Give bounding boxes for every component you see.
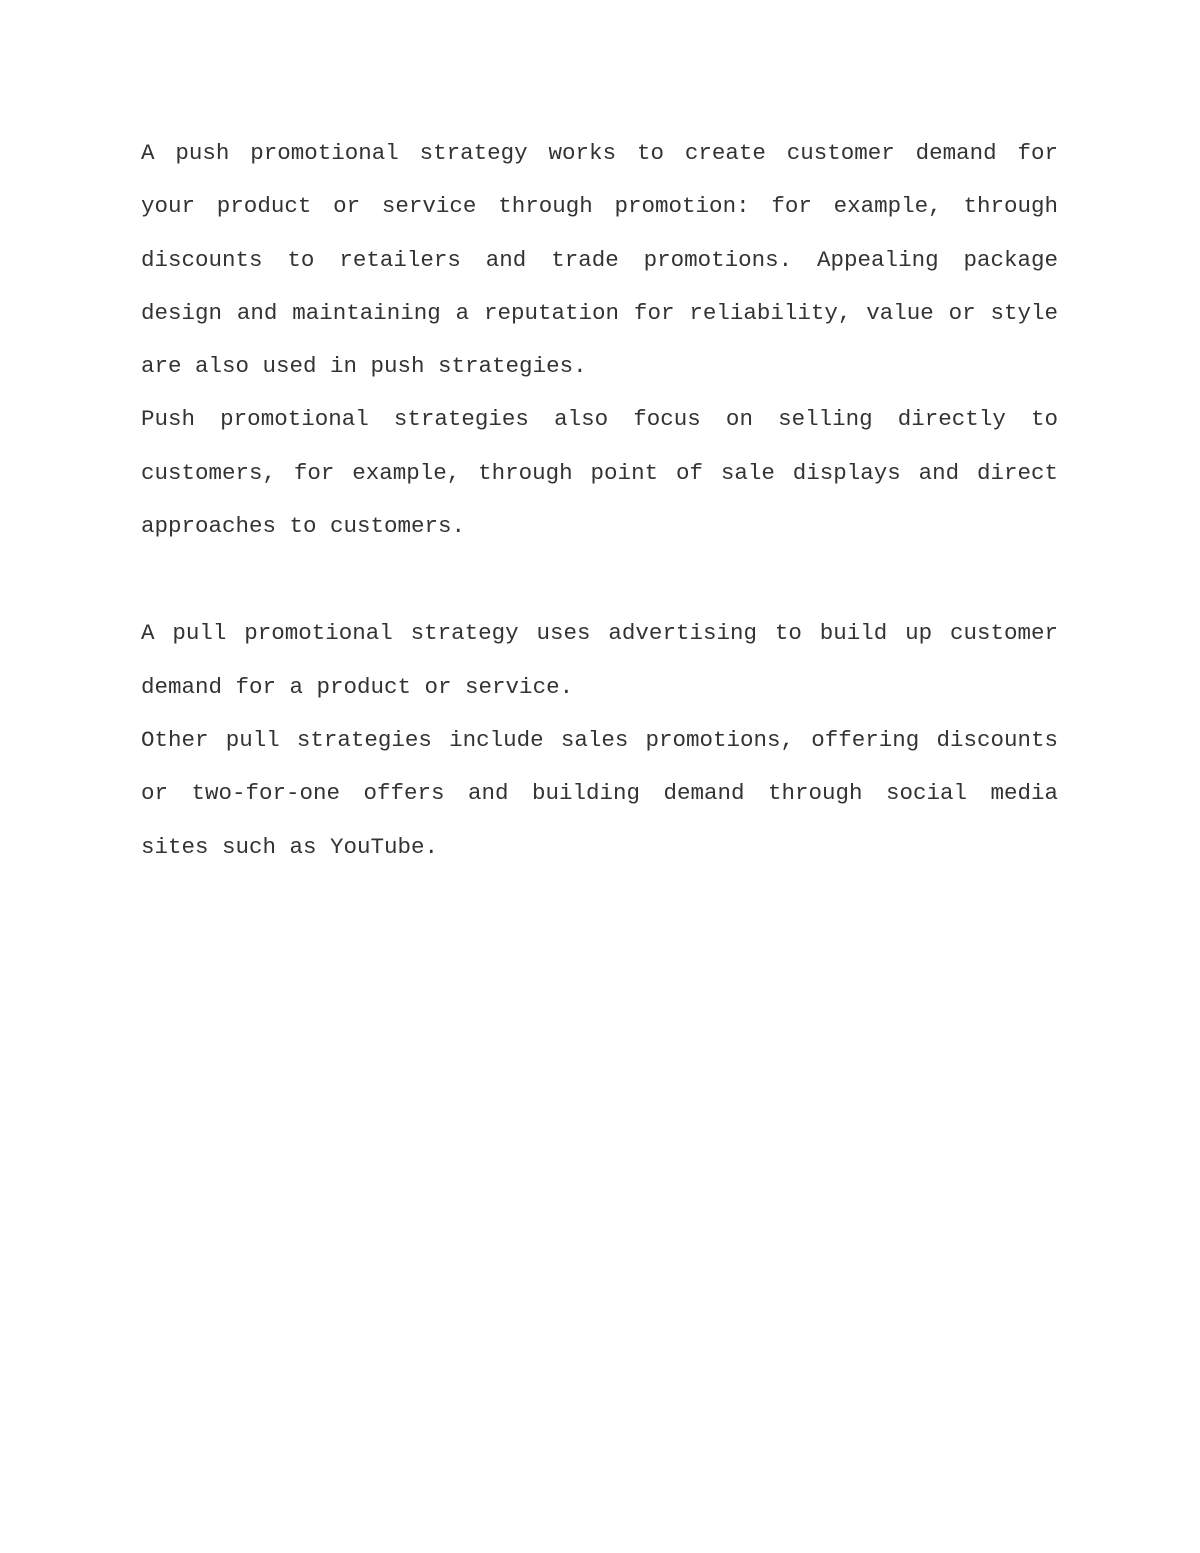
paragraph-other-pull-strategies: Other pull strategies include sales promotions, offering discounts or two-for-one offers and building demand through social media sites such as YouTube.	[141, 726, 1058, 860]
document-body	[141, 127, 1058, 874]
paragraph-push-strategy: A push promotional strategy works to create customer demand for your product or service through promotion: for example, through discounts to retailers and trade promotions. Appealing package design and maintaining a reputation for reliability, value or style are also used in push strategies.	[141, 140, 1058, 380]
paragraph-pull-strategy: A pull promotional strategy uses advertising to build up customer demand for a product or service.	[141, 620, 1058, 700]
paragraph-push-direct-selling: Push promotional strategies also focus on selling directly to customers, for example, through point of sale displays and direct approaches to customers.	[141, 406, 1058, 540]
